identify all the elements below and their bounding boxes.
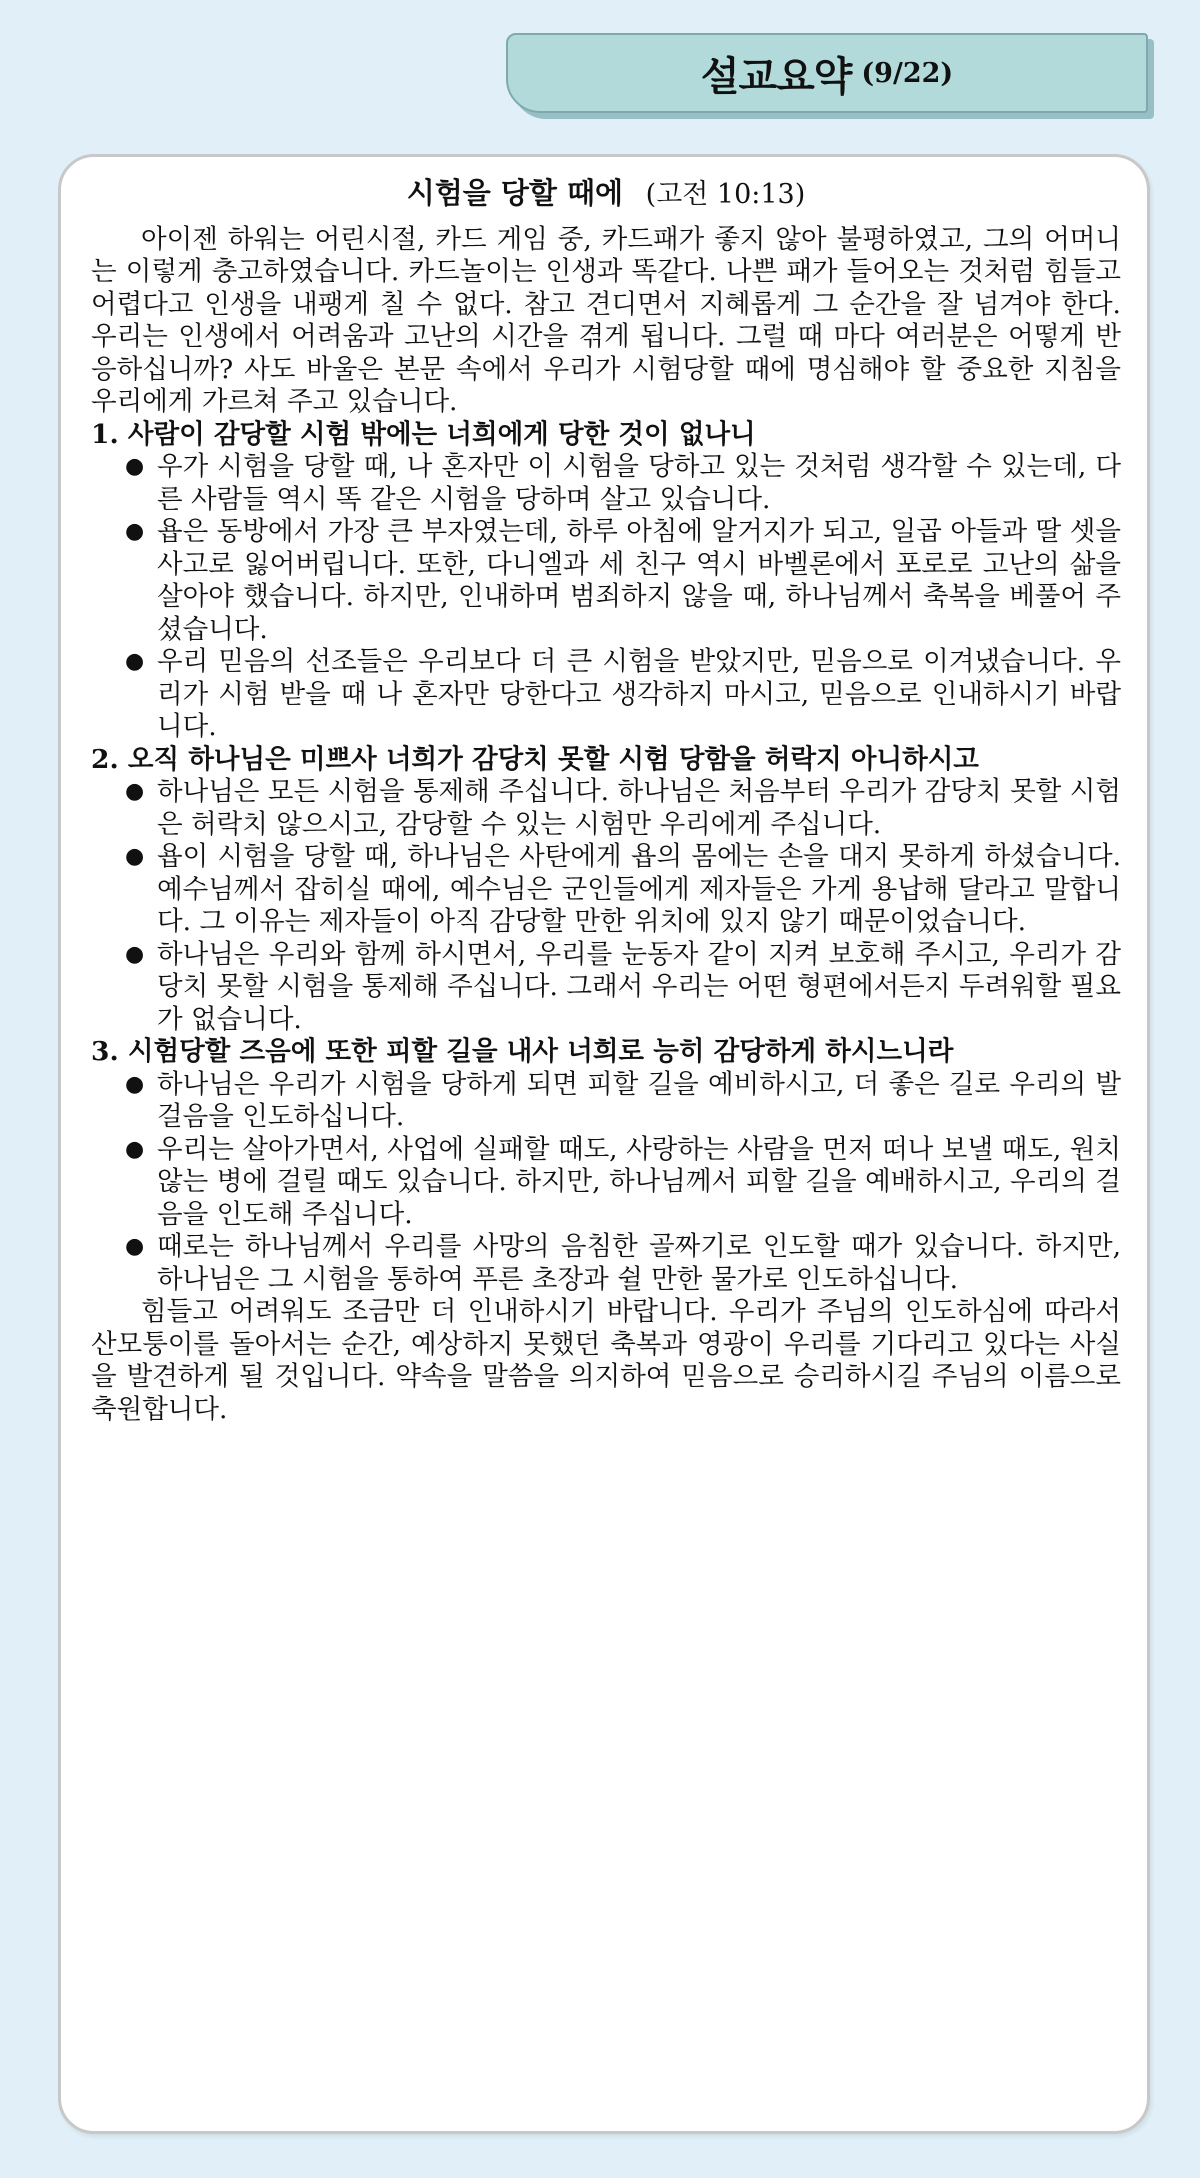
sermon-title-line (91, 177, 1121, 212)
sermon-card (58, 154, 1150, 2134)
sermon-title: 시험을 당할 때에 (406, 176, 624, 210)
bullet-item: ● 하나님은 우리와 함께 하시면서, 우리를 눈동자 같이 지켜 보호해 주시고, 우리가 감당치 못할 시험을 통제해 주십니다. 그래서 우리는 어떤 형편에서든지 두려워할 필요가 없습니다. (131, 939, 1121, 1037)
banner-date: (9/22) (861, 57, 954, 89)
bullet-item: ● 욥이 시험을 당할 때, 하나님은 사탄에게 욥의 몸에는 손을 대지 못하게 하셨습니다. 예수님께서 잡히실 때에, 예수님은 군인들에게 제자들은 가게 용납해 달라고 말합니다. 그 이유는 제자들이 아직 감당할 만한 위치에 있지 않기 때문이었습니다. (131, 841, 1121, 939)
bullet-item: ● 욥은 동방에서 가장 큰 부자였는데, 하루 아침에 알거지가 되고, 일곱 아들과 딸 셋을 사고로 잃어버립니다. 또한, 다니엘과 세 친구 역시 바벨론에서 포로로 고난의 삶을 살아야 했습니다. 하지만, 인내하며 범죄하지 않을 때, 하나님께서 축복을 베풀어 주셨습니다. (131, 516, 1121, 646)
bullet-item: ● 우리는 살아가면서, 사업에 실패할 때도, 사랑하는 사람을 먼저 떠나 보낼 때도, 원치 않는 병에 걸릴 때도 있습니다. 하지만, 하나님께서 피할 길을 예배하시고, 우리의 걸음을 인도해 주십니다. (131, 1134, 1121, 1232)
point-3-bullets (91, 1069, 1121, 1297)
point-heading-3: 3. 시험당할 즈음에 또한 피할 길을 내사 너희로 능히 감당하게 하시느니라 (91, 1036, 954, 1067)
point-heading-1: 1. 사람이 감당할 시험 밖에는 너희에게 당한 것이 없나니 (91, 418, 756, 450)
bullet-item: ● 우가 시험을 당할 때, 나 혼자만 이 시험을 당하고 있는 것처럼 생각할 수 있는데, 다른 사람들 역시 똑 같은 시험을 당하며 살고 있습니다. (131, 451, 1121, 516)
closing-paragraph: 힘들고 어려워도 조금만 더 인내하시기 바랍니다. 우리가 주님의 인도하심에 따라서 산모퉁이를 돌아서는 순간, 예상하지 못했던 축복과 영광이 우리를 기다리고 있다는 사실을 발견하게 될 것입니다. 약속을 말씀을 의지하여 믿음으로 승리하시길 주님의 이름으로 축원합니다. (91, 1296, 1121, 1425)
point-2-bullets (91, 776, 1121, 1036)
banner-title: 설교요약 (700, 53, 852, 100)
bullet-item: ● 하나님은 우리가 시험을 당하게 되면 피할 길을 예비하시고, 더 좋은 길로 우리의 발걸음을 인도하십니다. (131, 1069, 1121, 1134)
point-1-bullets (91, 451, 1121, 744)
bullet-item: ● 때로는 하나님께서 우리를 사망의 음침한 골짜기로 인도할 때가 있습니다. 하지만, 하나님은 그 시험을 통하여 푸른 초장과 쉴 만한 물가로 인도하십니다. (131, 1231, 1121, 1296)
header-banner (506, 33, 1148, 113)
intro-paragraph: 아이젠 하워는 어린시절, 카드 게임 중, 카드패가 좋지 않아 불평하였고, 그의 어머니는 이렇게 충고하였습니다. 카드놀이는 인생과 똑같다. 나쁜 패가 들어오는 것처럼 힘들고 어렵다고 인생을 내팽게 칠 수 없다. 참고 견디면서 지혜롭게 그 순간을 잘 넘겨야 한다. 우리는 인생에서 어려움과 고난의 시간을 겪게 됩니다. 그럴 때 마다 여러분은 어떻게 반응하십니까? 사도 바울은 본문 속에서 우리가 시험당할 때에 명심해야 할 중요한 지침을 우리에게 가르쳐 주고 있습니다. (91, 223, 1121, 417)
scripture-reference: (고전 10:13) (645, 179, 806, 210)
sermon-content (91, 177, 1121, 1426)
bullet-item: ● 하나님은 모든 시험을 통제해 주십니다. 하나님은 처음부터 우리가 감당치 못할 시험은 허락치 않으시고, 감당할 수 있는 시험만 우리에게 주십니다. (131, 776, 1121, 841)
point-heading-2: 2. 오직 하나님은 미쁘사 너희가 감당치 못할 시험 당함을 허락지 아니하시고 (91, 743, 979, 775)
bullet-item: ● 우리 믿음의 선조들은 우리보다 더 큰 시험을 받았지만, 믿음으로 이겨냈습니다. 우리가 시험 받을 때 나 혼자만 당한다고 생각하지 마시고, 믿음으로 인내하시기 바랍니다. (131, 646, 1121, 744)
